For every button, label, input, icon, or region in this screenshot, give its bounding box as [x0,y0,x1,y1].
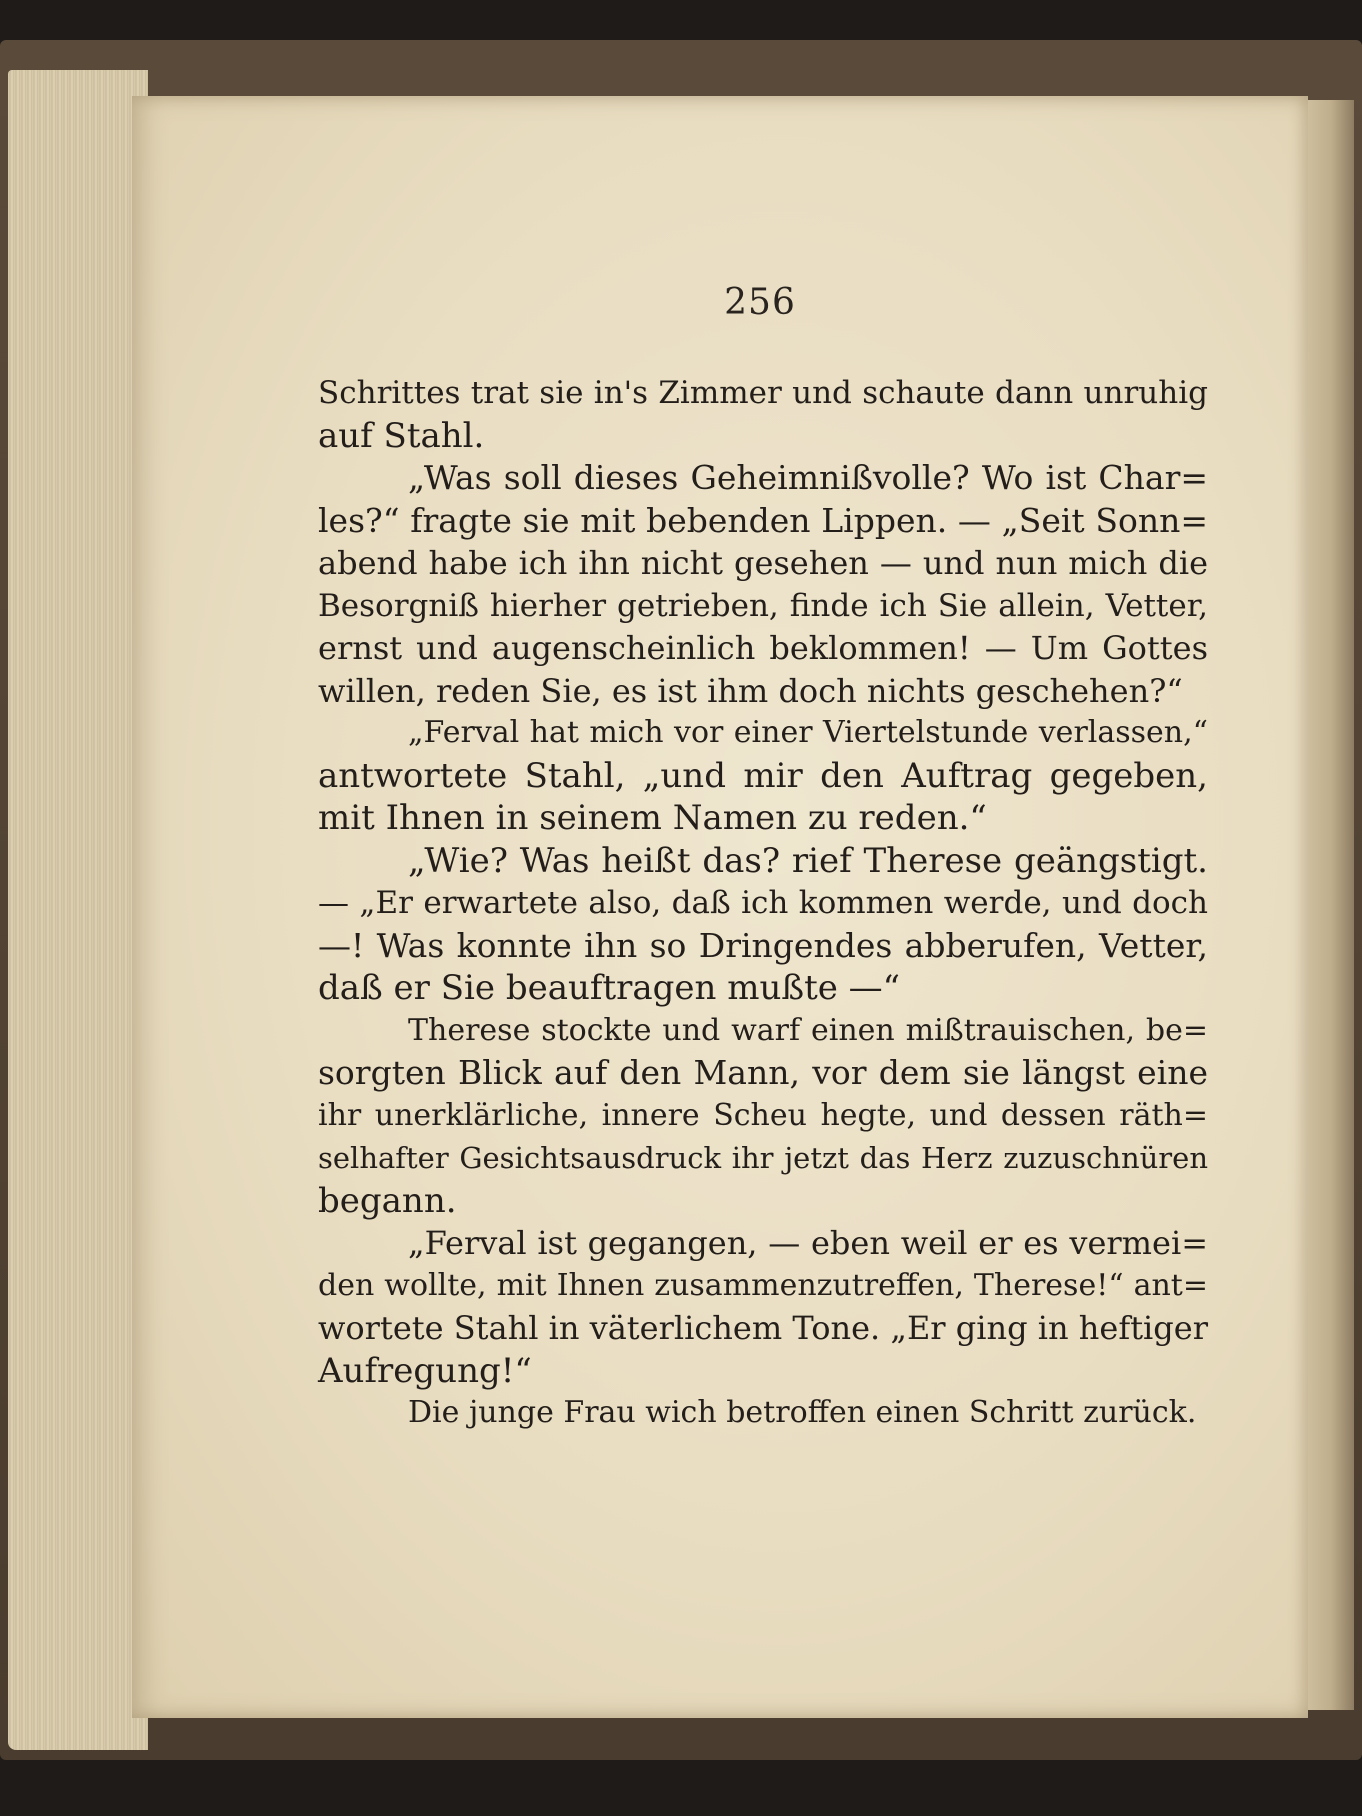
text-line: den wollte, mit Ihnen zusammenzutreffen, Therese!“ ant= [318,1267,1208,1303]
text-line: ihr unerklärliche, innere Scheu hegte, und dessen räth= [318,1097,1208,1133]
text-line: „Ferval hat mich vor einer Viertelstunde verlassen,“ [408,715,1208,750]
text-line: Therese stockte und warf einen mißtrauischen, be= [408,1012,1208,1048]
text-line: —! Was konnte ihn so Dringendes abberufen, Vetter, [318,925,1208,965]
text-line: Aufregung!“ [318,1350,532,1391]
text-line: Besorgniß hierher getrieben, finde ich Sie allein, Vetter, [318,587,1208,624]
text-line: auf Stahl. [318,415,485,456]
text-line: wortete Stahl in väterlichem Tone. „Er ging in heftiger [318,1309,1208,1347]
text-line: Schrittes trat sie in's Zimmer und schaute dann unruhig [318,375,1208,411]
text-line: — „Er erwartete also, daß ich kommen werde, und doch [318,885,1208,921]
text-line: „Ferval ist gegangen, — eben weil er es vermei= [408,1224,1208,1262]
text-line: sorgten Blick auf den Mann, vor dem sie längst eine [318,1053,1208,1092]
text-line: begann. [318,1180,457,1221]
text-line: les?“ fragte sie mit bebenden Lippen. — „Seit Sonn= [318,500,1208,540]
text-line: antwortete Stahl, „und mir den Auftrag gegeben, [318,755,1208,796]
text-line: daß er Sie beauftragen mußte —“ [318,968,901,1008]
body-text [318,372,1208,1435]
text-line: „Wie? Was heißt das? rief Therese geängstigt. [408,840,1208,881]
text-line: mit Ihnen in seinem Namen zu reden.“ [318,798,987,838]
facing-page-edge [1308,100,1354,1710]
text-line: willen, reden Sie, es ist ihm doch nichts geschehen?“ [318,671,1183,710]
text-line: abend habe ich ihn nicht gesehen — und nun mich die [318,544,1208,582]
text-line: „Was soll dieses Geheimnißvolle? Wo ist Char= [408,458,1208,497]
page-stack-edge [8,70,148,1750]
text-line: Die junge Frau wich betroffen einen Schritt zurück. [408,1395,1197,1430]
text-line: ernst und augenscheinlich beklommen! — Um Gottes [318,629,1208,667]
text-line: selhafter Gesichtsausdruck ihr jetzt das Herz zuzuschnüren [318,1141,1208,1175]
page-number: 256 [724,282,796,323]
